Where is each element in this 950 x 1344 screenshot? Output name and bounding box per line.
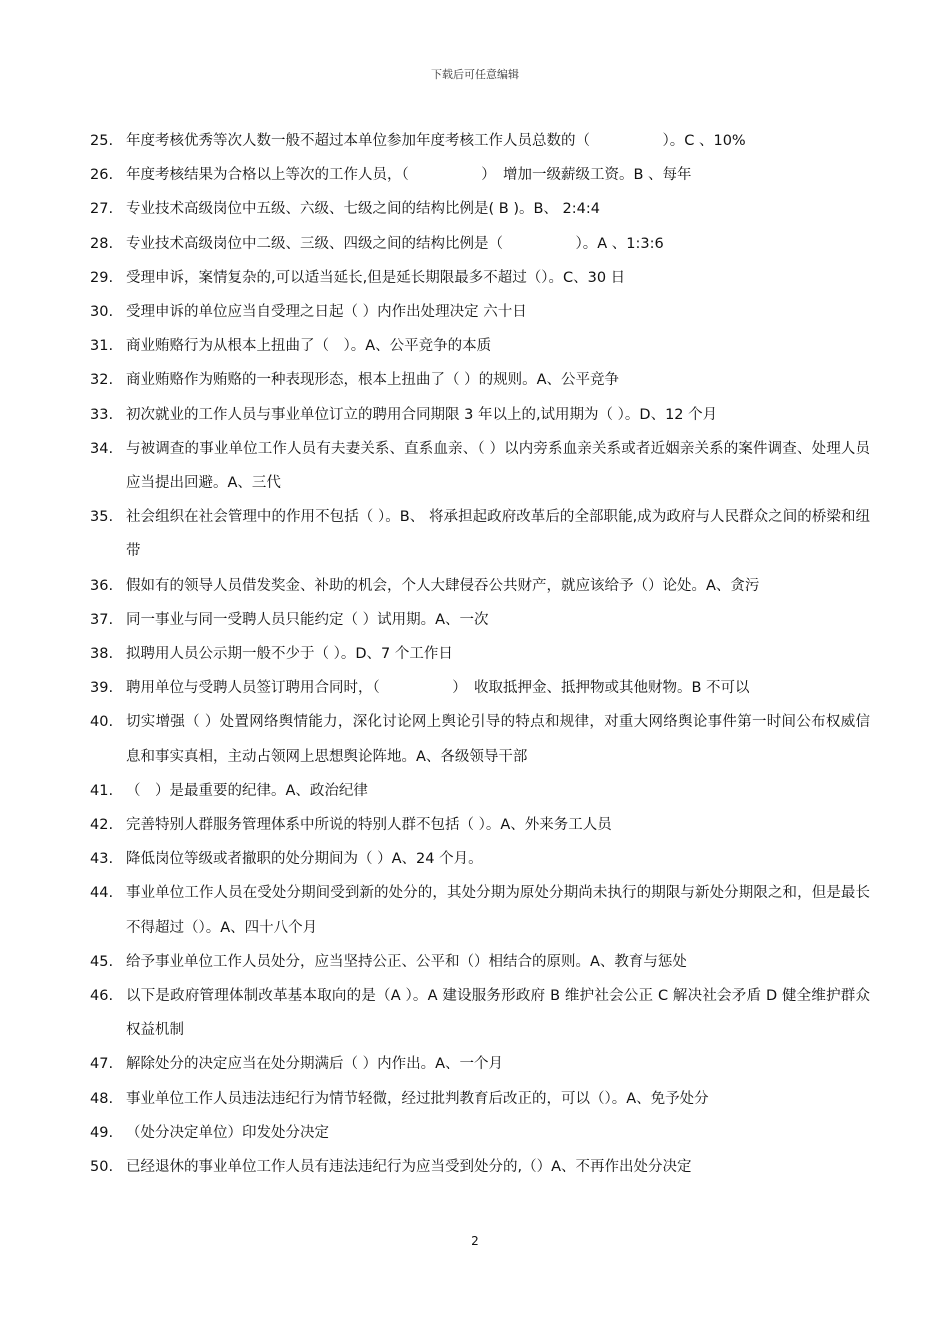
list-item bbox=[90, 1047, 870, 1081]
item-number: 33. bbox=[90, 406, 114, 423]
item-number: 44. bbox=[90, 885, 114, 902]
item-text: 专业技术高级岗位中二级、三级、四级之间的结构比例是（ ）。A 、1:3:6 bbox=[126, 235, 664, 252]
item-number: 40. bbox=[90, 714, 114, 731]
item-number: 36. bbox=[90, 577, 114, 594]
item-number: 34. bbox=[90, 440, 114, 457]
item-text: 年度考核结果为合格以上等次的工作人员，（ ） 增加一级薪级工资。B 、每年 bbox=[126, 167, 692, 184]
item-text: 专业技术高级岗位中五级、六级、七级之间的结构比例是( B )。B、 2:4:4 bbox=[126, 201, 600, 218]
list-item bbox=[90, 945, 870, 979]
item-text: （处分决定单位）印发处分决定 bbox=[126, 1124, 329, 1141]
item-number: 46. bbox=[90, 988, 114, 1005]
list-item bbox=[90, 158, 870, 192]
list-item bbox=[90, 1082, 870, 1116]
item-number: 38. bbox=[90, 646, 114, 663]
item-number: 31. bbox=[90, 338, 114, 355]
item-text: 解除处分的决定应当在处分期满后（ ）内作出。A、一个月 bbox=[126, 1056, 504, 1073]
item-number: 25. bbox=[90, 133, 114, 149]
list-item bbox=[90, 808, 870, 842]
item-text: 降低岗位等级或者撤职的处分期间为（ ）A、24 个月。 bbox=[126, 851, 483, 868]
item-number: 28. bbox=[90, 235, 114, 252]
item-text: 切实增强（ ）处置网络舆情能力，深化讨论网上舆论引导的特点和规律，对重大网络舆论事件第一时间公布权威信息和事实真相，主动占领网上思想舆论阵地。A、各级领导干部 bbox=[126, 714, 870, 765]
question-list bbox=[90, 124, 870, 1184]
list-item bbox=[90, 603, 870, 637]
item-text: 假如有的领导人员借发奖金、补助的机会，个人大肆侵吞公共财产，就应该给予（）论处。A、贪污 bbox=[126, 577, 760, 594]
list-item bbox=[90, 1116, 870, 1150]
item-text: 同一事业与同一受聘人员只能约定（ ）试用期。A、一次 bbox=[126, 611, 489, 628]
page-header: 下载后可任意编辑 bbox=[431, 68, 519, 81]
item-number: 43. bbox=[90, 851, 114, 868]
item-text: 完善特别人群服务管理体系中所说的特别人群不包括（ ）。A、外来务工人员 bbox=[126, 817, 612, 834]
list-item bbox=[90, 363, 870, 397]
item-text: 受理申诉，案情复杂的,可以适当延长,但是延长期限最多不超过（）。C、30 日 bbox=[126, 269, 626, 286]
item-number: 39. bbox=[90, 680, 114, 697]
item-number: 35. bbox=[90, 509, 114, 526]
list-item bbox=[90, 1150, 870, 1184]
item-number: 32. bbox=[90, 372, 114, 389]
item-number: 49. bbox=[90, 1124, 114, 1141]
item-number: 47. bbox=[90, 1056, 114, 1073]
list-item bbox=[90, 979, 870, 1047]
item-number: 30. bbox=[90, 304, 114, 321]
item-number: 29. bbox=[90, 269, 114, 286]
list-item bbox=[90, 295, 870, 329]
item-number: 50. bbox=[90, 1159, 114, 1176]
item-text: 与被调查的事业单位工作人员有夫妻关系、直系血亲、（ ）以内旁系血亲关系或者近姻亲关系的案件调查、处理人员应当提出回避。A、三代 bbox=[126, 440, 870, 492]
list-item bbox=[90, 124, 870, 158]
list-item bbox=[90, 329, 870, 363]
item-number: 42. bbox=[90, 817, 114, 834]
item-number: 27. bbox=[90, 201, 114, 218]
list-item bbox=[90, 261, 870, 295]
item-text: 年度考核优秀等次人数一般不超过本单位参加年度考核工作人员总数的（ ）。C 、10% bbox=[126, 133, 746, 149]
item-text: 事业单位工作人员违法违纪行为情节轻微，经过批判教育后改正的，可以（）。A、免予处分 bbox=[126, 1090, 709, 1107]
item-text: 商业贿赂作为贿赂的一种表现形态，根本上扭曲了（ ）的规则。A、公平竞争 bbox=[126, 372, 620, 389]
list-item bbox=[90, 398, 870, 432]
list-item bbox=[90, 842, 870, 876]
item-text: 受理申诉的单位应当自受理之日起（ ）内作出处理决定 六十日 bbox=[126, 304, 527, 321]
item-number: 45. bbox=[90, 953, 114, 970]
item-text: 初次就业的工作人员与事业单位订立的聘用合同期限 3 年以上的,试用期为（ ）。D、12 个月 bbox=[126, 406, 718, 423]
list-item bbox=[90, 705, 870, 773]
list-item bbox=[90, 569, 870, 603]
item-text: 给予事业单位工作人员处分，应当坚持公正、公平和（）相结合的原则。A、教育与惩处 bbox=[126, 953, 687, 970]
item-number: 26. bbox=[90, 167, 114, 184]
list-item bbox=[90, 671, 870, 705]
item-number: 48. bbox=[90, 1090, 114, 1107]
item-number: 41. bbox=[90, 782, 114, 799]
item-number: 37. bbox=[90, 611, 114, 628]
list-item bbox=[90, 500, 870, 568]
item-text: 事业单位工作人员在受处分期间受到新的处分的，其处分期为原处分期尚未执行的期限与新处分期限之和，但是最长不得超过（）。A、四十八个月 bbox=[126, 885, 870, 936]
page-number: 2 bbox=[471, 1234, 479, 1248]
list-item bbox=[90, 192, 870, 226]
item-text: 聘用单位与受聘人员签订聘用合同时，（ ） 收取抵押金、抵押物或其他财物。B 不可以 bbox=[126, 680, 750, 697]
item-text: （ ）是最重要的纪律。A、政治纪律 bbox=[126, 782, 368, 799]
list-item bbox=[90, 432, 870, 500]
list-item bbox=[90, 227, 870, 261]
item-text: 拟聘用人员公示期一般不少于（ ）。D、7 个工作日 bbox=[126, 646, 453, 663]
item-text: 已经退休的事业单位工作人员有违法违纪行为应当受到处分的,（）A、不再作出处分决定 bbox=[126, 1159, 692, 1176]
item-text: 以下是政府管理体制改革基本取向的是（A ）。A 建设服务形政府 B 维护社会公正 C 解决社会矛盾 D 健全维护群众权益机制 bbox=[126, 988, 870, 1039]
item-text: 社会组织在社会管理中的作用不包括（ ）。B、 将承担起政府改革后的全部职能,成为政府与人民群众之间的桥梁和纽带 bbox=[126, 509, 870, 560]
item-text: 商业贿赂行为从根本上扭曲了（ ）。A、公平竞争的本质 bbox=[126, 338, 492, 355]
list-item bbox=[90, 637, 870, 671]
list-item bbox=[90, 774, 870, 808]
list-item bbox=[90, 876, 870, 944]
